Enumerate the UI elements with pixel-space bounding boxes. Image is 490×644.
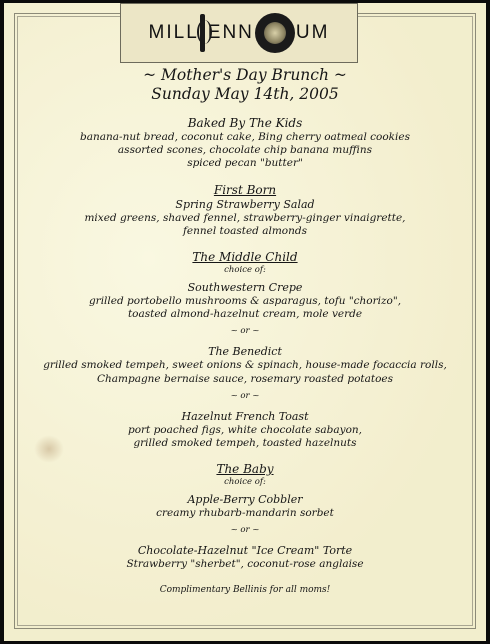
- dish-name: Southwestern Crepe: [187, 281, 303, 295]
- or-separator: ~ or ~: [230, 390, 260, 401]
- menu-line: mixed greens, shaved fennel, strawberry-ginger vinaigrette,: [84, 211, 406, 224]
- logo-spike-icon: [200, 14, 205, 52]
- menu-line: grilled smoked tempeh, toasted hazelnuts: [133, 437, 357, 450]
- dish-name: Hazelnut French Toast: [181, 409, 309, 423]
- choice-label: choice of:: [224, 477, 266, 488]
- dish-name: Apple-Berry Cobbler: [187, 493, 303, 507]
- menu-line: Strawberry "sherbet", coconut-rose anglaise: [126, 558, 364, 571]
- menu-line: banana-nut bread, coconut cake, Bing cherry oatmeal cookies: [80, 131, 410, 143]
- logo-text-middle: ENN: [207, 22, 254, 43]
- section-first-born: [0, 183, 490, 238]
- section-title: The Middle Child: [192, 250, 298, 265]
- section-title: Baked By The Kids: [187, 116, 303, 130]
- menu-line: grilled portobello mushrooms & asparagus, tofu "chorizo",: [88, 295, 402, 308]
- menu-title: ~ Mother's Day Brunch ~: [143, 66, 347, 84]
- choice-label: choice of:: [224, 265, 266, 276]
- menu-line: Champagne bernaise sauce, rosemary roasted potatoes: [96, 372, 394, 385]
- section-title: The Baby: [216, 462, 274, 477]
- menu-content: [0, 66, 490, 596]
- menu-line: port poached figs, white chocolate sabayon,: [127, 423, 363, 436]
- logo-text-right: UM: [295, 22, 330, 43]
- dish-name: Chocolate-Hazelnut "Ice Cream" Torte: [137, 544, 353, 558]
- dish-name: The Benedict: [208, 345, 282, 359]
- section-middle-child: [0, 250, 490, 450]
- menu-line: spiced pecan "butter": [187, 157, 303, 170]
- menu-date: Sunday May 14th, 2005: [151, 85, 339, 103]
- section-kids: [0, 116, 490, 171]
- restaurant-logo: [120, 3, 358, 63]
- logo-text-left: MILL: [148, 22, 199, 43]
- logo-wordmark: [149, 13, 330, 53]
- menu-line: toasted almond-hazelnut cream, mole verde: [127, 308, 363, 321]
- footer-note: Complimentary Bellinis for all moms!: [159, 584, 331, 595]
- dish-name: Spring Strawberry Salad: [175, 197, 315, 211]
- menu-line: grilled smoked tempeh, sweet onions & spinach, house-made focaccia rolls,: [43, 359, 447, 372]
- logo-circle-icon: [255, 13, 295, 53]
- or-separator: ~ or ~: [230, 326, 260, 337]
- menu-line: creamy rhubarb-mandarin sorbet: [156, 507, 334, 520]
- section-baby: [0, 462, 490, 571]
- menu-line: fennel toasted almonds: [183, 224, 307, 237]
- or-separator: ~ or ~: [230, 525, 260, 536]
- menu-line: assorted scones, chocolate chip banana muffins: [117, 144, 373, 157]
- section-title: First Born: [213, 182, 277, 197]
